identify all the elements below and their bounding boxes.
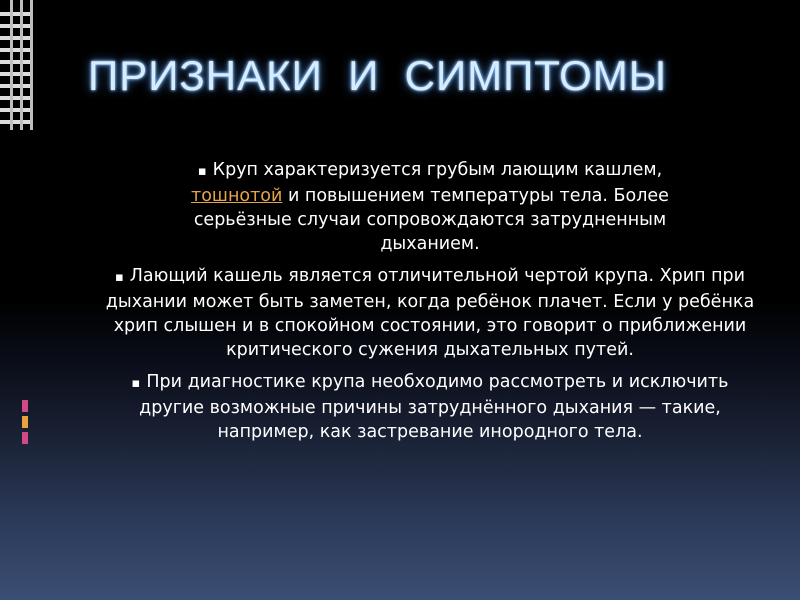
- bullet-marker: ▪: [131, 376, 141, 391]
- bullet-list: [100, 158, 760, 452]
- accent-orange-square: [22, 416, 28, 428]
- decorative-stripes: [0, 0, 40, 600]
- list-item: [100, 264, 760, 362]
- bullet-text-cont: и повышением температуры тела. Более серьёзные случаи сопровождаются затрудненным дыханием.: [193, 186, 669, 254]
- bullet-text: Круп характеризуется грубым лающим кашлем,: [212, 160, 663, 180]
- accent-pink-square: [22, 400, 28, 412]
- bullet-text: Лающий кашель является отличительной чертой крупа. Хрип при дыхании может быть заметен, когда ребёнок плачет. Если у ребёнка хрип слышен и в спокойном состоянии, это говорит о приближении критического сужения дыхательных путей.: [105, 266, 755, 360]
- bullet-marker: ▪: [197, 164, 207, 179]
- bullet-text: При диагностике крупа необходимо рассмотреть и исключить другие возможные причины затруднённого дыхания — такие, например, как застревание инородного тела.: [139, 372, 729, 442]
- nausea-link[interactable]: тошнотой: [191, 186, 283, 206]
- list-item: [150, 158, 710, 256]
- list-item: [110, 370, 750, 444]
- accent-pink-square-2: [22, 432, 28, 444]
- slide-title: ПРИЗНАКИ И СИМПТОМЫ: [88, 52, 667, 99]
- bullet-marker: ▪: [114, 270, 124, 285]
